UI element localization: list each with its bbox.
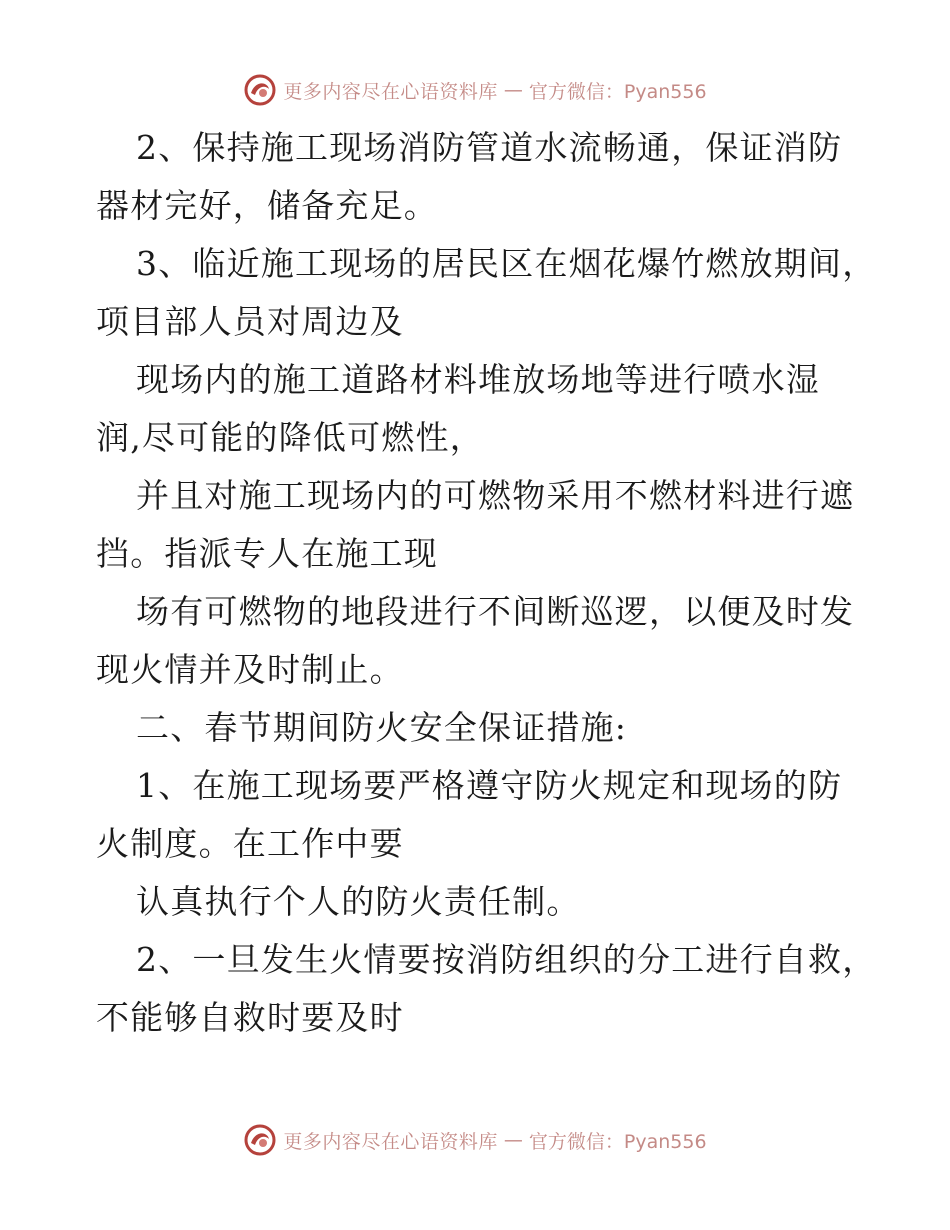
footer-watermark bbox=[0, 1120, 950, 1160]
text-line: 场有可燃物的地段进行不间断巡逻，以便及时发 bbox=[136, 592, 855, 631]
text-line: 1、在施工现场要严格遵守防火规定和现场的防 bbox=[136, 766, 843, 805]
text-line: 并且对施工现场内的可燃物采用不燃材料进行遮 bbox=[136, 476, 855, 515]
text-line: 现火情并及时制止。 bbox=[96, 650, 404, 689]
text-line: 火制度。在工作中要 bbox=[96, 824, 404, 863]
watermark-text: 更多内容尽在心语资料库 bbox=[283, 80, 498, 103]
text-line: 2、一旦发生火情要按消防组织的分工进行自救， bbox=[136, 940, 877, 979]
text-line: 器材完好，储备充足。 bbox=[96, 186, 438, 225]
text-line: 项目部人员对周边及 bbox=[96, 302, 404, 341]
watermark-wechat: 官方微信：Pyan556 bbox=[528, 1130, 707, 1153]
watermark-wechat: 官方微信：Pyan556 bbox=[528, 80, 707, 103]
text-line: 3、临近施工现场的居民区在烟花爆竹燃放期间， bbox=[136, 244, 877, 283]
text-line: 挡。指派专人在施工现 bbox=[96, 534, 438, 573]
text-line: 润,尽可能的降低可燃性， bbox=[96, 418, 484, 457]
text-line: 2、保持施工现场消防管道水流畅通，保证消防 bbox=[136, 128, 843, 167]
text-line: 不能够自救时要及时 bbox=[96, 998, 404, 1037]
logo-icon bbox=[243, 1123, 277, 1157]
text-line: 现场内的施工道路材料堆放场地等进行喷水湿 bbox=[136, 360, 820, 399]
logo-icon bbox=[243, 73, 277, 107]
section-heading: 二、春节期间防火安全保证措施: bbox=[136, 708, 628, 747]
watermark-separator: — bbox=[503, 79, 523, 101]
watermark-text: 更多内容尽在心语资料库 bbox=[283, 1130, 498, 1153]
watermark-separator: — bbox=[503, 1129, 523, 1151]
header-watermark bbox=[0, 70, 950, 110]
text-line: 认真执行个人的防火责任制。 bbox=[136, 882, 581, 921]
